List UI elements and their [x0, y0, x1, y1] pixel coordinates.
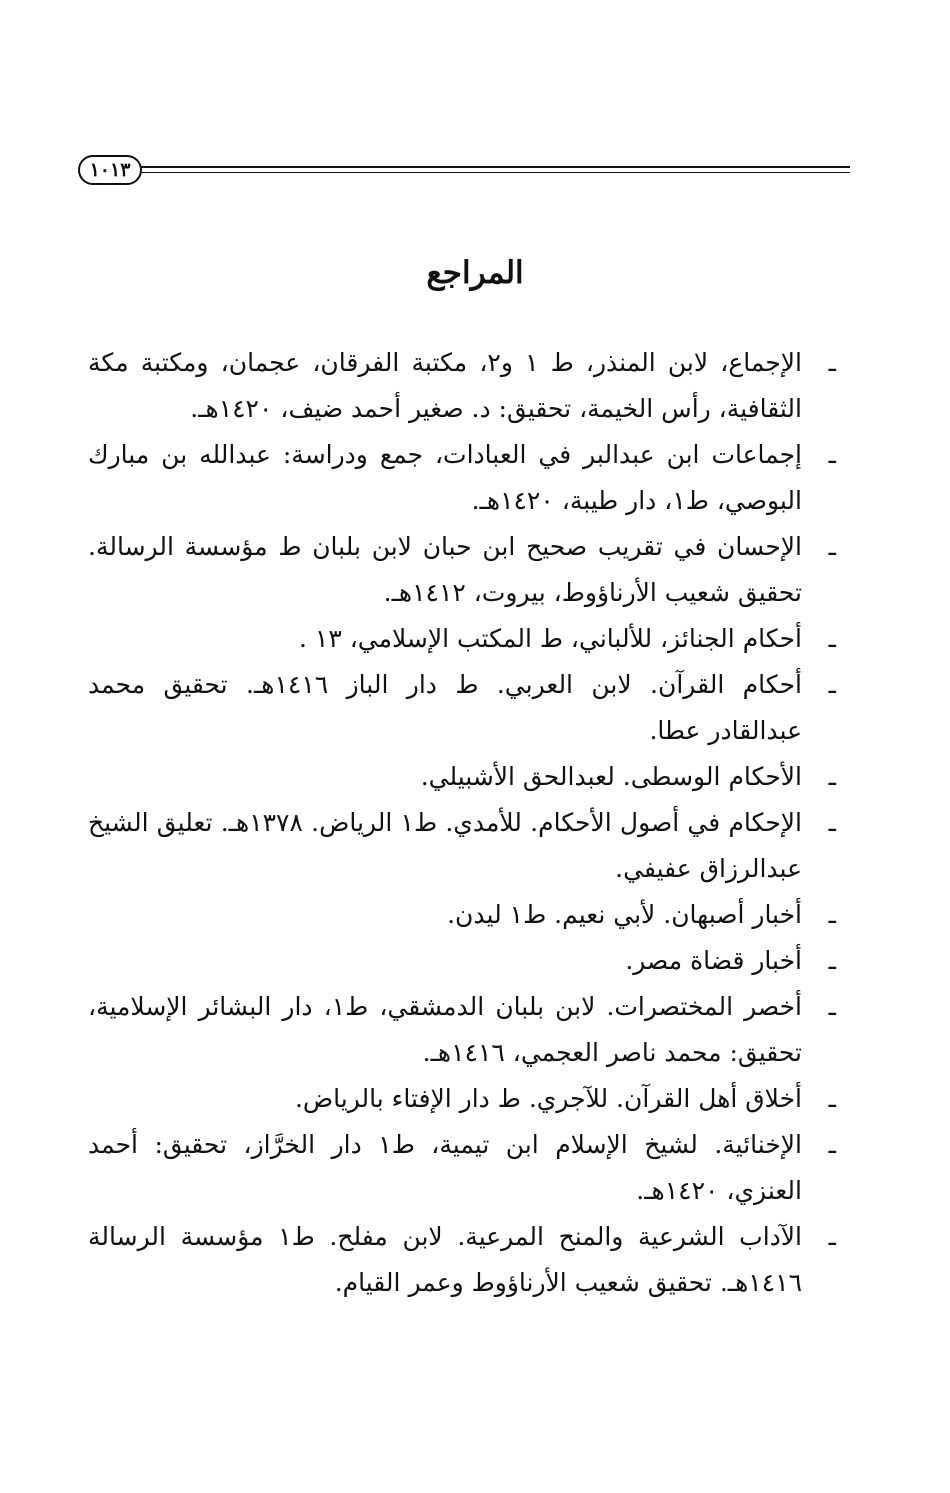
bullet-dash: ـ — [828, 348, 836, 377]
reference-entry — [88, 340, 836, 432]
bullet-dash: ـ — [828, 1084, 836, 1113]
bullet-dash: ـ — [828, 1130, 836, 1159]
bullet-dash: ـ — [828, 946, 836, 975]
page-title: المراجع — [426, 255, 524, 291]
reference-entry — [88, 616, 836, 662]
references-list — [88, 340, 836, 1306]
reference-text: الإحسان في تقريب صحيح ابن حبان لابن بلبان ط مؤسسة الرسالة. تحقيق شعيب الأرناؤوط، بيروت، ١٤١٢هـ. — [88, 532, 802, 607]
reference-entry — [88, 754, 836, 800]
reference-entry — [88, 1122, 836, 1214]
reference-text: الإخنائية. لشيخ الإسلام ابن تيمية، ط١ دار الخرَّاز، تحقيق: أحمد العنزي، ١٤٢٠هـ. — [88, 1130, 802, 1205]
reference-text: الأحكام الوسطى. لعبدالحق الأشبيلي. — [420, 762, 802, 791]
reference-text: إجماعات ابن عبدالبر في العبادات، جمع ودراسة: عبدالله بن مبارك البوصي، ط١، دار طيبة، ١٤٢٠هـ. — [88, 440, 802, 515]
bullet-dash: ـ — [828, 992, 836, 1021]
reference-text: الآداب الشرعية والمنح المرعية. لابن مفلح. ط١ مؤسسة الرسالة ١٤١٦هـ. تحقيق شعيب الأرناؤوط وعمر القيام. — [88, 1222, 803, 1297]
bullet-dash: ـ — [828, 900, 836, 929]
reference-text: أحكام القرآن. لابن العربي. ط دار الباز ١٤١٦هـ. تحقيق محمد عبدالقادر عطا. — [88, 670, 802, 745]
reference-entry — [88, 1214, 836, 1306]
reference-text: أخصر المختصرات. لابن بلبان الدمشقي، ط١، دار البشائر الإسلامية، تحقيق: محمد ناصر العجمي، ١٤١٦هـ. — [88, 992, 802, 1067]
page-number-badge: ١٠١٣ — [78, 155, 142, 185]
reference-entry — [88, 432, 836, 524]
reference-entry — [88, 984, 836, 1076]
reference-entry — [88, 1076, 836, 1122]
reference-text: الإحكام في أصول الأحكام. للأمدي. ط١ الرياض. ١٣٧٨هـ. تعليق الشيخ عبدالرزاق عفيفي. — [88, 808, 803, 883]
bullet-dash: ـ — [828, 1222, 836, 1251]
reference-text: أخبار قضاة مصر. — [625, 946, 802, 975]
reference-entry — [88, 938, 836, 984]
bullet-dash: ـ — [828, 532, 836, 561]
bullet-dash: ـ — [828, 670, 836, 699]
reference-entry — [88, 524, 836, 616]
reference-text: أحكام الجنائز، للألباني، ط المكتب الإسلامي، ١٣ . — [298, 624, 802, 653]
reference-entry — [88, 800, 836, 892]
reference-entry — [88, 892, 836, 938]
bullet-dash: ـ — [828, 762, 836, 791]
reference-text: أخبار أصبهان. لأبي نعيم. ط١ ليدن. — [447, 900, 802, 929]
header-rule-thin — [134, 172, 850, 173]
bullet-dash: ـ — [828, 808, 836, 837]
header-rule — [134, 166, 850, 168]
bullet-dash: ـ — [828, 624, 836, 653]
reference-text: أخلاق أهل القرآن. للآجري. ط دار الإفتاء بالرياض. — [294, 1084, 802, 1113]
reference-entry — [88, 662, 836, 754]
bullet-dash: ـ — [828, 440, 836, 469]
page-header — [78, 152, 850, 192]
reference-text: الإجماع، لابن المنذر، ط ١ و٢، مكتبة الفرقان، عجمان، ومكتبة مكة الثقافية، رأس الخيمة، تحقيق: د. صغير أحمد ضيف، ١٤٢٠هـ. — [88, 348, 802, 423]
